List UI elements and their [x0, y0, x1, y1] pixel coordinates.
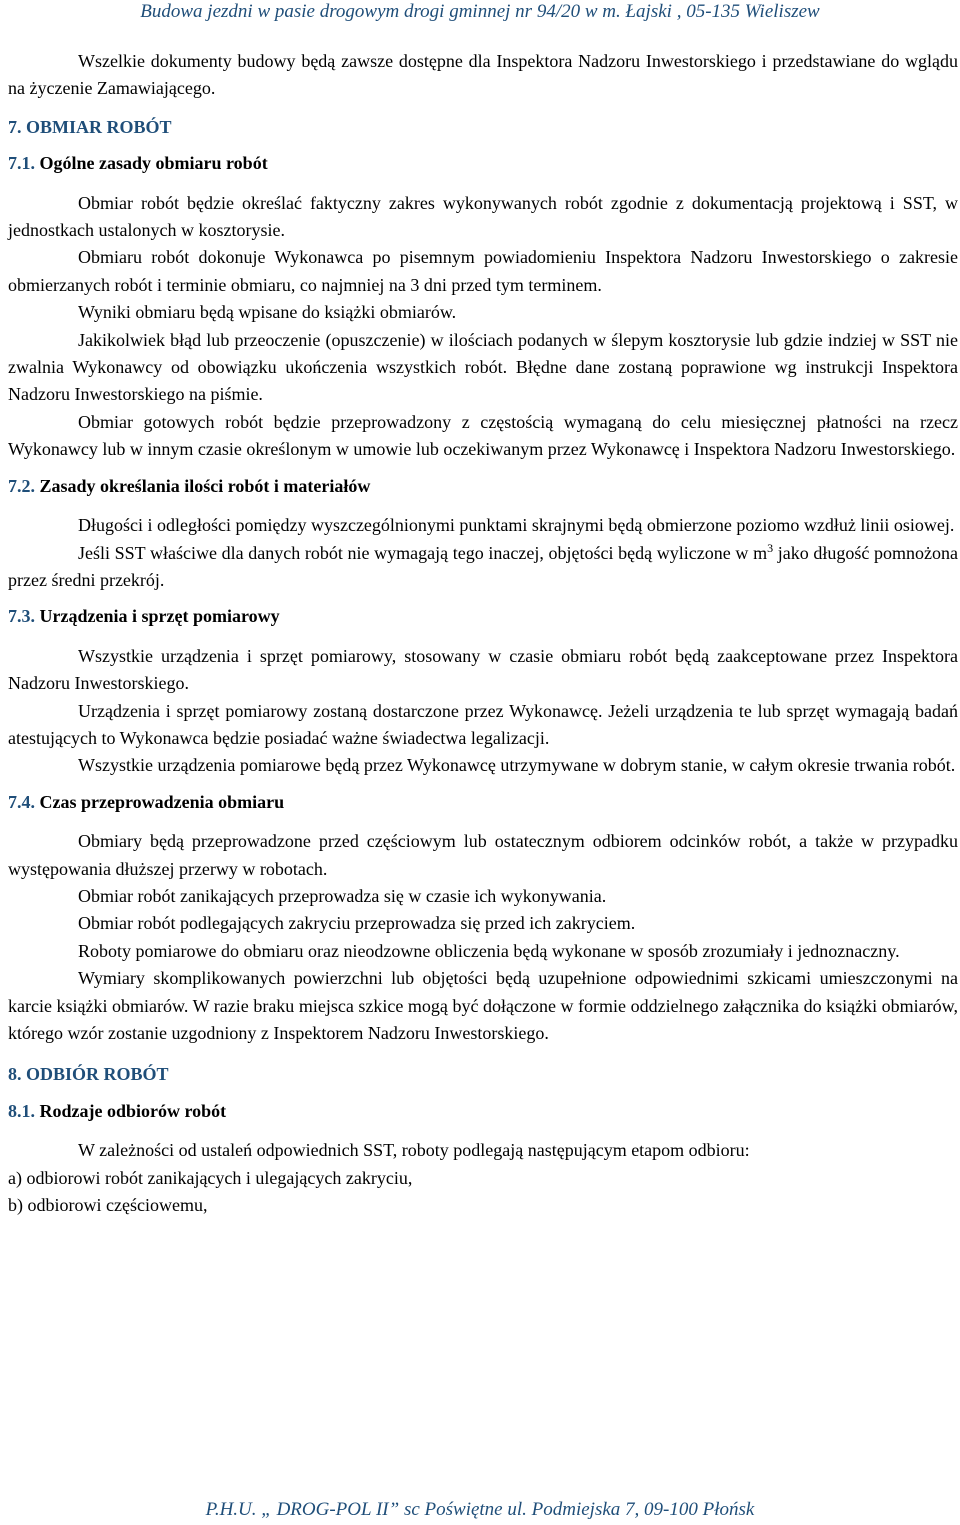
- section-title: Urządzenia i sprzęt pomiarowy: [39, 606, 280, 627]
- paragraph: Wymiary skomplikowanych powierzchni lub objętości będą uzupełnione odpowiednimi szkicami umieszczonymi na karcie książki obmiarów. W razie braku miejsca szkice mogą być dołączone w formie oddzielnego załącznika do książki obmiarów, którego wzór zostanie uzgodniony z Inspektorem Nadzoru Inwestorskiego.: [8, 968, 958, 1043]
- section-title: Rodzaje odbiorów robót: [39, 1100, 227, 1121]
- section-number: 7.1.: [8, 153, 35, 174]
- paragraph: Wszystkie urządzenia i sprzęt pomiarowy, stosowany w czasie obmiaru robót będą zaakceptowane przez Inspektora Nadzoru Inwestorskiego.: [8, 645, 958, 694]
- intro-paragraph: Wszelkie dokumenty budowy będą zawsze dostępne dla Inspektora Nadzoru Inwestorskiego i przedstawiane do wglądu na życzenie Zamawiającego.: [8, 51, 958, 99]
- section-title: Zasady określania ilości robót i materiałów: [39, 475, 371, 496]
- paragraph: Obmiar robót podlegających zakryciu przeprowadza się przed ich zakryciem.: [78, 913, 636, 934]
- paragraph: Obmiar gotowych robót będzie przeprowadzony z częstością wymaganą do celu miesięcznej płatności na rzecz Wykonawcy lub w innym czasie określonym w umowie lub oczekiwanym przez Wykonawcę i Inspektora Nadzoru Inwestorskiego.: [8, 411, 958, 460]
- paragraph: Obmiaru robót dokonuje Wykonawca po pisemnym powiadomieniu Inspektora Nadzoru Inwestorskiego o zakresie obmierzanych robót i terminie obmiaru, co najmniej na 3 dni przed tym terminem.: [8, 247, 958, 295]
- document-body: [8, 48, 958, 1219]
- page-header: Budowa jezdni w pasie drogowym drogi gminnej nr 94/20 w m. Łajski , 05-135 Wieliszew: [140, 1, 820, 22]
- paragraph: Obmiar robót zanikających przeprowadza się w czasie ich wykonywania.: [78, 885, 607, 906]
- section-number: 7.2.: [8, 475, 35, 496]
- section-number: 7.3.: [8, 606, 35, 627]
- paragraph: Długości i odległości pomiędzy wyszczególnionymi punktami skrajnymi będą obmierzone poziomo wzdłuż linii osiowej.: [78, 515, 955, 536]
- section-7-1-heading: [8, 150, 958, 177]
- section-7-3-heading: [8, 603, 958, 630]
- section-7-4-heading: [8, 789, 958, 816]
- list-item: b) odbiorowi częściowemu,: [8, 1195, 208, 1216]
- section-number: 8.1.: [8, 1100, 35, 1121]
- superscript: 3: [767, 540, 774, 555]
- paragraph: Wyniki obmiaru będą wpisane do książki obmiarów.: [78, 302, 457, 323]
- paragraph: W zależności od ustaleń odpowiednich SST, roboty podlegają następującym etapom odbioru:: [78, 1140, 750, 1161]
- paragraph: Wszystkie urządzenia pomiarowe będą przez Wykonawcę utrzymywane w dobrym stanie, w całym okresie trwania robót.: [78, 755, 956, 776]
- paragraph: Jeśli SST właściwe dla danych robót nie wymagają tego inaczej, objętości będą wyliczone w $m^3$ jako długość pomnożona przez średni przekrój.: [8, 540, 958, 590]
- paragraph: Urządzenia i sprzęt pomiarowy zostaną dostarczone przez Wykonawcę. Jeżeli urządzenia te lub sprzęt wymagają badań atestujących to Wykonawca będzie posiadać ważne świadectwa legalizacji.: [8, 700, 958, 748]
- section-title: Ogólne zasady obmiaru robót: [39, 153, 268, 174]
- paragraph: Obmiar robót będzie określać faktyczny zakres wykonywanych robót zgodnie z dokumentacją projektową i SST, w jednostkach ustalonych w kosztorysie.: [8, 192, 958, 241]
- paragraph: Obmiary będą przeprowadzone przed częściowym lub ostatecznym odbiorem odcinków robót, a także w przypadku występowania dłuższej przerwy w robotach.: [8, 831, 958, 879]
- list-item: a) odbiorowi robót zanikających i ulegających zakryciu,: [8, 1167, 413, 1188]
- section-8-heading: 8. ODBIÓR ROBÓT: [8, 1064, 169, 1085]
- section-7-heading: 7. OBMIAR ROBÓT: [8, 116, 172, 137]
- section-title: Czas przeprowadzenia obmiaru: [39, 791, 285, 812]
- paragraph: Roboty pomiarowe do obmiaru oraz nieodzowne obliczenia będą wykonane w sposób zrozumiały i jednoznaczny.: [78, 940, 900, 961]
- section-7-2-heading: [8, 473, 958, 500]
- paragraph: Jakikolwiek błąd lub przeoczenie (opuszczenie) w ilościach podanych w ślepym kosztorysie lub gdzie indziej w SST nie zwalnia Wykonawcy od obowiązku ukończenia wszystkich robót. Błędne dane zostaną poprawione wg instrukcji Inspektora Nadzoru Inwestorskiego na piśmie.: [8, 329, 958, 405]
- section-number: 7.4.: [8, 791, 35, 812]
- section-8-1-heading: [8, 1098, 958, 1125]
- page-footer: P.H.U. „ DROG-POL II” sc Poświętne ul. Podmiejska 7, 09-100 Płońsk: [205, 1499, 755, 1520]
